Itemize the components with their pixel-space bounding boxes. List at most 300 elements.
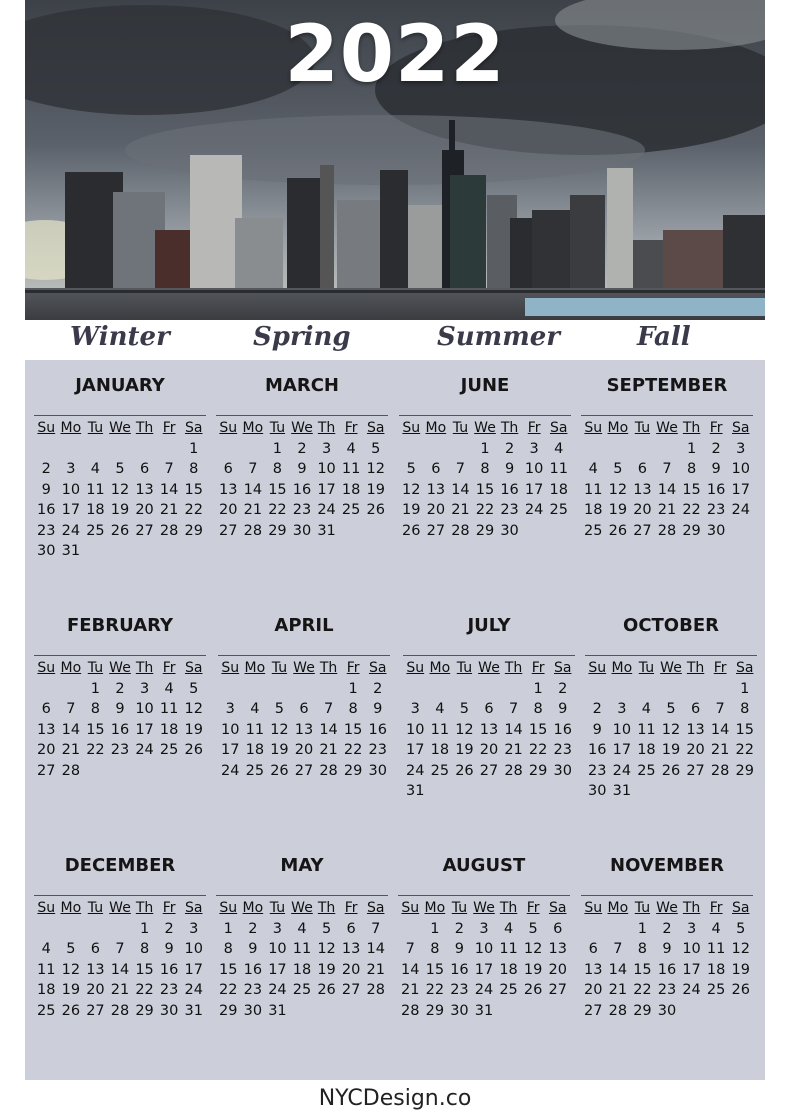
day-cell: 16 (450, 961, 469, 978)
day-cell: 22 (135, 982, 154, 998)
month-divider (34, 655, 206, 656)
day-cell: 27 (686, 762, 705, 779)
weekday-header: We (478, 660, 500, 676)
day-cell: 19 (317, 961, 336, 978)
month-name: NOVEMBER (610, 855, 724, 876)
month-december (34, 854, 206, 1021)
day-cell: 13 (86, 961, 105, 978)
day-cell: 29 (219, 1002, 238, 1019)
weekday-header: We (474, 420, 496, 436)
day-cell: 14 (401, 961, 420, 978)
day-cell: 25 (549, 502, 568, 518)
day-blank (606, 439, 631, 460)
weekday-header: Su (401, 900, 420, 916)
day-cell: 15 (475, 481, 495, 498)
weekday-header: Mo (60, 420, 82, 436)
weekday-header: Sa (731, 900, 750, 916)
month-grid (34, 418, 206, 562)
day-cell: 23 (450, 982, 469, 998)
day-cell: 1 (686, 440, 697, 457)
day-blank (634, 679, 659, 700)
day-cell: 30 (706, 522, 726, 539)
weekday-header: We (473, 900, 495, 916)
day-cell: 11 (245, 721, 265, 738)
weekday-header: Sa (366, 900, 385, 916)
day-cell: 23 (292, 502, 312, 518)
day-cell: 15 (86, 721, 105, 738)
day-cell: 16 (657, 961, 677, 978)
day-cell: 4 (41, 941, 51, 957)
day-cell: 21 (608, 982, 628, 998)
day-cell: 1 (348, 680, 358, 697)
day-cell: 23 (706, 502, 726, 518)
day-blank (477, 679, 502, 700)
day-cell: 30 (159, 1002, 179, 1019)
month-divider (34, 895, 206, 896)
day-cell: 2 (373, 680, 383, 697)
day-cell: 17 (317, 481, 336, 498)
day-cell: 27 (294, 762, 314, 779)
day-cell: 21 (243, 502, 263, 518)
day-cell: 4 (435, 701, 445, 717)
day-cell: 26 (61, 1002, 81, 1019)
day-cell: 14 (710, 721, 730, 738)
day-cell: 18 (86, 502, 105, 518)
weekday-header: Th (686, 660, 705, 676)
weekday-header: Sa (184, 660, 203, 676)
day-cell: 12 (523, 941, 543, 957)
weekday-header: We (656, 420, 678, 436)
weekday-header: Th (682, 420, 701, 436)
day-cell: 25 (37, 1002, 56, 1019)
day-cell: 8 (430, 941, 440, 957)
day-cell: 7 (613, 941, 623, 957)
weekday-header: Mo (60, 900, 82, 916)
day-cell: 27 (86, 1002, 105, 1019)
day-cell: 20 (633, 502, 652, 518)
day-cell: 20 (426, 502, 446, 518)
month-grid (403, 658, 575, 802)
day-cell: 25 (292, 982, 312, 998)
day-cell: 22 (184, 502, 203, 518)
weekday-header: Tu (451, 900, 468, 916)
day-cell: 11 (549, 461, 568, 477)
weekday-header: Fr (527, 420, 541, 436)
month-divider (34, 415, 206, 416)
day-cell: 31 (317, 522, 336, 539)
day-cell: 6 (690, 701, 701, 717)
weekday-header: Th (317, 900, 336, 916)
day-cell: 14 (657, 481, 677, 498)
day-cell: 25 (341, 502, 361, 518)
day-cell: 15 (682, 481, 701, 498)
day-cell: 9 (115, 701, 125, 717)
weekday-header: Su (37, 660, 56, 676)
day-cell: 11 (637, 721, 656, 738)
weekday-header: We (660, 660, 682, 676)
day-cell: 22 (86, 742, 105, 758)
day-cell: 7 (455, 461, 466, 477)
day-cell: 12 (110, 481, 130, 498)
day-cell: 28 (243, 522, 263, 539)
day-cell: 16 (110, 721, 130, 738)
day-cell: 5 (189, 680, 199, 697)
day-cell: 10 (474, 941, 494, 957)
day-cell: 16 (588, 742, 607, 758)
day-cell: 11 (430, 721, 450, 738)
weekday-header: Tu (269, 420, 286, 436)
day-cell: 6 (553, 920, 563, 937)
day-cell: 13 (633, 481, 652, 498)
weekday-header: Su (588, 660, 607, 676)
weekday-header: Tu (452, 420, 469, 436)
month-name: AUGUST (442, 855, 526, 876)
day-blank (216, 439, 241, 460)
weekday-header: Su (584, 420, 603, 436)
weekday-header: Sa (366, 420, 385, 436)
day-cell: 6 (90, 941, 101, 957)
day-cell: 19 (731, 961, 750, 978)
day-cell: 16 (368, 721, 387, 738)
day-cell: 9 (662, 941, 672, 957)
month-may (216, 854, 388, 1021)
day-cell: 30 (368, 762, 387, 779)
day-cell: 28 (61, 762, 81, 779)
weekday-header: Tu (87, 900, 104, 916)
day-cell: 2 (115, 680, 125, 697)
day-cell: 8 (90, 701, 101, 717)
day-cell: 18 (584, 502, 603, 518)
day-cell: 2 (164, 920, 174, 937)
day-cell: 20 (479, 742, 499, 758)
day-cell: 19 (184, 721, 203, 738)
weekday-header: Mo (60, 660, 82, 676)
day-cell: 2 (41, 461, 51, 477)
day-cell: 19 (661, 742, 681, 758)
weekday-header: Fr (344, 420, 358, 436)
day-cell: 17 (731, 481, 750, 498)
day-cell: 30 (450, 1002, 469, 1019)
weekday-header: Th (319, 660, 338, 676)
day-cell: 24 (184, 982, 203, 998)
day-cell: 13 (686, 721, 705, 738)
day-cell: 17 (612, 742, 632, 758)
month-divider (581, 895, 753, 896)
day-cell: 13 (341, 941, 361, 957)
day-cell: 23 (243, 982, 263, 998)
day-cell: 11 (499, 941, 518, 957)
day-cell: 1 (189, 440, 199, 457)
day-cell: 20 (686, 742, 705, 758)
day-cell: 10 (524, 461, 544, 477)
day-cell: 15 (735, 721, 754, 738)
day-cell: 16 (37, 502, 56, 518)
day-cell: 10 (731, 461, 750, 477)
calendar-year: 2022 (284, 10, 506, 100)
month-april (218, 614, 390, 781)
day-blank (501, 679, 526, 700)
month-divider (585, 655, 757, 656)
day-cell: 26 (270, 762, 289, 779)
weekday-header: Su (219, 420, 238, 436)
day-cell: 15 (268, 481, 287, 498)
day-blank (83, 919, 108, 940)
day-cell: 5 (274, 701, 285, 717)
day-cell: 29 (343, 762, 363, 779)
day-cell: 28 (401, 1002, 420, 1019)
day-cell: 23 (588, 762, 607, 779)
day-cell: 12 (608, 481, 628, 498)
day-cell: 18 (706, 961, 726, 978)
day-cell: 27 (426, 522, 446, 539)
day-cell: 21 (61, 742, 81, 758)
weekday-header: We (656, 900, 678, 916)
day-cell: 5 (528, 920, 538, 937)
day-cell: 17 (524, 481, 544, 498)
day-cell: 31 (184, 1002, 203, 1019)
day-cell: 21 (657, 502, 677, 518)
day-cell: 5 (666, 701, 676, 717)
day-blank (83, 439, 108, 460)
month-name: JUNE (460, 375, 510, 396)
day-cell: 12 (661, 721, 681, 738)
day-cell: 7 (66, 701, 76, 717)
weekday-header: Mo (429, 660, 451, 676)
weekday-header: Mo (607, 420, 629, 436)
day-cell: 8 (272, 461, 283, 477)
day-blank (708, 679, 733, 700)
month-grid (581, 418, 753, 541)
day-cell: 20 (86, 982, 105, 998)
month-july (403, 614, 575, 802)
month-name: JULY (467, 615, 511, 636)
day-cell: 1 (272, 440, 283, 457)
day-cell: 2 (558, 680, 568, 697)
weekday-header: Th (500, 420, 519, 436)
day-cell: 2 (711, 440, 721, 457)
weekday-header: We (291, 900, 313, 916)
day-cell: 11 (584, 481, 603, 498)
day-cell: 25 (86, 522, 105, 539)
day-cell: 14 (159, 481, 179, 498)
day-blank (243, 679, 268, 700)
day-cell: 11 (159, 701, 179, 717)
day-cell: 5 (66, 941, 76, 957)
day-blank (610, 679, 635, 700)
weekday-header: Sa (548, 900, 567, 916)
weekday-header: Su (584, 900, 603, 916)
day-cell: 26 (184, 742, 203, 758)
day-cell: 19 (110, 502, 130, 518)
weekday-header: Tu (271, 660, 288, 676)
month-september (581, 374, 753, 541)
day-cell: 1 (223, 920, 233, 937)
day-cell: 1 (480, 440, 490, 457)
day-cell: 5 (406, 461, 416, 477)
day-cell: 14 (451, 481, 470, 498)
day-cell: 10 (221, 721, 240, 738)
day-cell: 19 (608, 502, 628, 518)
day-cell: 8 (740, 701, 750, 717)
day-cell: 9 (164, 941, 174, 957)
day-cell: 28 (710, 762, 730, 779)
seasons-bar (25, 320, 765, 360)
day-cell: 2 (248, 920, 258, 937)
day-cell: 27 (633, 522, 652, 539)
day-cell: 7 (248, 461, 258, 477)
day-blank (606, 919, 631, 940)
day-cell: 29 (528, 762, 548, 779)
day-cell: 26 (455, 762, 474, 779)
day-cell: 8 (348, 701, 358, 717)
day-cell: 26 (608, 522, 628, 539)
day-blank (683, 679, 708, 700)
weekday-header: Sa (184, 900, 203, 916)
month-grid (34, 658, 206, 781)
day-blank (424, 439, 449, 460)
day-cell: 22 (219, 982, 238, 998)
weekday-header: Sa (368, 660, 387, 676)
day-cell: 22 (343, 742, 363, 758)
day-cell: 28 (110, 1002, 130, 1019)
day-cell: 24 (317, 502, 336, 518)
day-cell: 16 (292, 481, 312, 498)
day-cell: 6 (139, 461, 150, 477)
day-cell: 29 (184, 522, 203, 539)
weekday-header: Tu (456, 660, 473, 676)
day-blank (316, 679, 341, 700)
day-cell: 4 (554, 440, 564, 457)
day-cell: 15 (425, 961, 445, 978)
weekday-header: We (109, 660, 131, 676)
day-cell: 11 (341, 461, 361, 477)
day-cell: 9 (711, 461, 721, 477)
month-february (34, 614, 206, 781)
weekday-header: Th (682, 900, 701, 916)
day-cell: 19 (402, 502, 421, 518)
day-blank (448, 439, 473, 460)
day-cell: 8 (139, 941, 150, 957)
day-cell: 23 (553, 742, 572, 758)
day-cell: 18 (245, 742, 265, 758)
day-blank (132, 439, 157, 460)
day-cell: 3 (410, 701, 420, 717)
month-grid (34, 898, 206, 1021)
day-cell: 10 (184, 941, 203, 957)
day-cell: 21 (710, 742, 730, 758)
day-cell: 22 (268, 502, 287, 518)
day-cell: 23 (37, 522, 56, 539)
day-blank (34, 919, 59, 940)
day-cell: 14 (319, 721, 338, 738)
day-cell: 8 (480, 461, 490, 477)
month-grid (581, 898, 753, 1021)
day-blank (428, 679, 453, 700)
day-blank (218, 679, 243, 700)
day-cell: 25 (584, 522, 603, 539)
day-cell: 19 (366, 481, 385, 498)
day-cell: 31 (406, 783, 425, 799)
day-cell: 12 (270, 721, 289, 738)
day-cell: 13 (135, 481, 154, 498)
weekday-header: Th (135, 900, 154, 916)
weekday-header: Mo (244, 660, 266, 676)
season-spring: Spring (253, 322, 351, 352)
day-cell: 21 (401, 982, 420, 998)
day-blank (267, 679, 292, 700)
day-cell: 15 (343, 721, 363, 738)
day-cell: 14 (504, 721, 523, 738)
weekday-header: Fr (346, 660, 360, 676)
day-cell: 3 (139, 680, 150, 697)
day-cell: 17 (61, 502, 81, 518)
day-blank (655, 439, 680, 460)
day-cell: 28 (319, 762, 338, 779)
day-cell: 29 (268, 522, 287, 539)
weekday-header: Th (504, 660, 523, 676)
weekday-header: Tu (634, 420, 651, 436)
day-cell: 28 (451, 522, 470, 539)
day-cell: 4 (297, 920, 307, 937)
day-cell: 6 (431, 461, 441, 477)
day-cell: 4 (711, 920, 721, 937)
day-cell: 1 (740, 680, 750, 697)
day-cell: 24 (61, 522, 81, 539)
day-cell: 18 (637, 742, 656, 758)
day-cell: 29 (135, 1002, 154, 1019)
day-cell: 23 (368, 742, 387, 758)
month-march (216, 374, 388, 541)
day-cell: 29 (425, 1002, 445, 1019)
day-cell: 2 (504, 440, 515, 457)
weekday-header: Fr (713, 660, 727, 676)
day-cell: 23 (657, 982, 677, 998)
day-cell: 28 (159, 522, 179, 539)
day-cell: 3 (617, 701, 627, 717)
month-october (585, 614, 757, 802)
months-panel (25, 360, 765, 1080)
weekday-header: Th (499, 900, 518, 916)
day-cell: 4 (164, 680, 174, 697)
day-cell: 30 (292, 522, 312, 539)
weekday-header: Sa (549, 420, 568, 436)
day-cell: 10 (317, 461, 336, 477)
weekday-header: Tu (638, 660, 655, 676)
day-cell: 31 (612, 783, 632, 799)
day-cell: 28 (366, 982, 385, 998)
day-cell: 10 (682, 941, 701, 957)
day-cell: 20 (341, 961, 361, 978)
weekday-header: Tu (269, 900, 286, 916)
weekday-header: Mo (611, 660, 633, 676)
day-cell: 10 (61, 481, 81, 498)
day-cell: 7 (715, 701, 725, 717)
day-cell: 13 (426, 481, 446, 498)
day-cell: 3 (272, 920, 283, 937)
day-cell: 3 (225, 701, 235, 717)
weekday-header: Mo (242, 420, 264, 436)
day-cell: 11 (86, 481, 105, 498)
day-cell: 21 (110, 982, 130, 998)
day-cell: 6 (346, 920, 356, 937)
day-cell: 17 (135, 721, 154, 738)
day-cell: 25 (430, 762, 450, 779)
day-cell: 5 (459, 701, 470, 717)
month-divider (216, 895, 388, 896)
month-name: MAY (280, 855, 324, 876)
weekday-header: Mo (607, 900, 629, 916)
day-cell: 3 (66, 461, 76, 477)
